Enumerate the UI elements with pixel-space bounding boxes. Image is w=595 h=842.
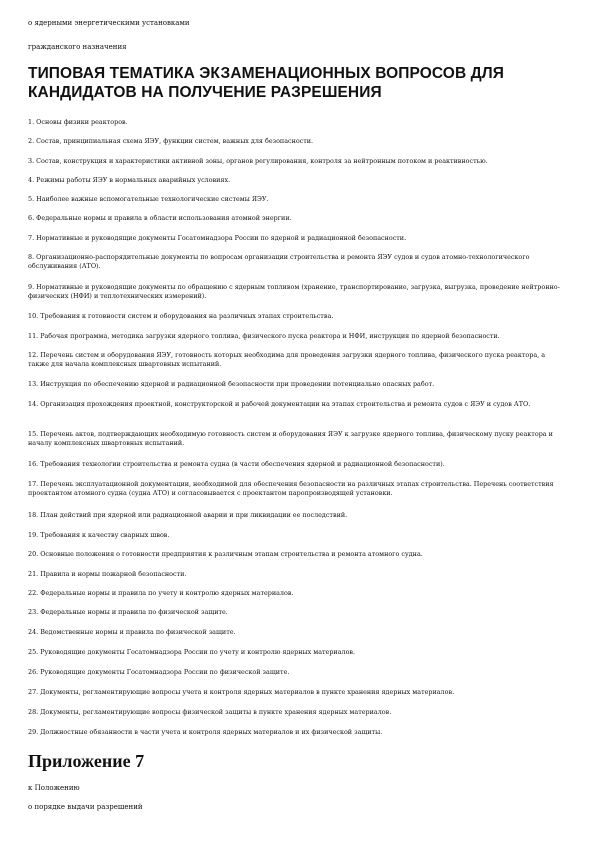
list-item: 10. Требования к готовности систем и оборудования на различных этапах строительства.: [28, 312, 334, 320]
list-item: 27. Документы, регламентирующие вопросы учета и контроля ядерных материалов в пункте хранения ядерных материалов.: [28, 688, 455, 696]
list-item: 15. Перечень актов, подтверждающих необходимую готовность систем и оборудования ЯЭУ к загрузке ядерного топлива, физическому пуску реактора и началу комплексных швартовных испытаний.: [28, 430, 553, 447]
list-item: 25. Руководящие документы Госатомнадзора России по учету и контролю ядерных материалов.: [28, 648, 356, 656]
list-item: 2. Состав, принципиальная схема ЯЭУ, функции систем, важных для безопасности.: [28, 137, 314, 145]
list-item: 16. Требования технологии строительства и ремонта судна (в части обеспечения ядерной и радиационной безопасности).: [28, 460, 445, 468]
list-item: 6. Федеральные нормы и правила в области использования атомной энергии.: [28, 214, 292, 222]
list-item: 7. Нормативные и руководящие документы Госатомнадзора России по ядерной и радиационной безопасности.: [28, 234, 407, 242]
list-item: 29. Должностные обязанности в части учета и контроля ядерных материалов и их физической защиты.: [28, 728, 383, 736]
list-item: 28. Документы, регламентирующие вопросы физической защиты в пункте хранения ядерных материалов.: [28, 708, 392, 716]
list-item: 20. Основные положения о готовности предприятия к различным этапам строительства и ремонта атомного судна.: [28, 550, 423, 558]
list-item: 14. Организация прохождения проектной, конструкторской и рабочей документации на этапах строительства и ремонта судов с ЯЭУ и судов АТО.: [28, 400, 531, 408]
list-item: 23. Федеральные нормы и правила по физической защите.: [28, 608, 228, 616]
list-item: 4. Режимы работы ЯЭУ в нормальных аварийных условиях.: [28, 176, 231, 184]
appendix-line-1: к Положению: [28, 784, 80, 792]
list-item: 17. Перечень эксплуатационной документации, необходимой для обеспечения безопасности на различных этапах строительства. Перечень соответствия проектантом атомного судна (судна АТО) и согласовывается с проектантом паропроизводящей установки.: [28, 480, 554, 497]
list-item: 13. Инструкция по обеспечению ядерной и радиационной безопасности при проведении потенциально опасных работ.: [28, 380, 435, 388]
list-item: 22. Федеральные нормы и правила по учету и контролю ядерных материалов.: [28, 589, 294, 597]
list-item: 12. Перечень систем и оборудования ЯЭУ, готовность которых необходима для проведения загрузки ядерного топлива, физического пуска реактора, а также для начала комплексных швартовных испытаний.: [28, 351, 545, 368]
list-item: 1. Основы физики реакторов.: [28, 118, 128, 126]
list-item: 26. Руководящие документы Госатомнадзора России по физической защите.: [28, 668, 290, 676]
header-line-2: гражданского назначения: [28, 43, 127, 51]
list-item: 21. Правила и нормы пожарной безопасности.: [28, 570, 187, 578]
page-title: ТИПОВАЯ ТЕМАТИКА ЭКЗАМЕНАЦИОННЫХ ВОПРОСОВ ДЛЯ КАНДИДАТОВ НА ПОЛУЧЕНИЕ РАЗРЕШЕНИЯ: [28, 65, 505, 101]
list-item: 24. Ведомственные нормы и правила по физической защите.: [28, 628, 236, 636]
list-item: 11. Рабочая программа, методика загрузки ядерного топлива, физического пуска реактора и НФИ, инструкция по ядерной безопасности.: [28, 332, 500, 340]
appendix-heading: Приложение 7: [28, 751, 145, 771]
appendix-line-2: о порядке выдачи разрешений: [28, 803, 143, 811]
header-line-1: о ядерными энергетическими установками: [28, 19, 190, 27]
list-item: 5. Наиболее важные вспомогательные технологические системы ЯЭУ.: [28, 195, 269, 203]
list-item: 9. Нормативные и руководящие документы по обращению с ядерным топливом (хранение, транспортирование, загрузка, выгрузка, проведение нейтронно-физических (НФИ) и теплотехнических измерений).: [28, 283, 560, 300]
list-item: 3. Состав, конструкция и характеристики активной зоны, органов регулирования, контроля за нейтронным потоком и реактивностью.: [28, 157, 488, 165]
list-item: 8. Организационно-распорядительные документы по вопросам организации строительства и ремонта ЯЭУ судов и судов атомно-технологического обслуживания (АТО).: [28, 253, 530, 270]
list-item: 19. Требования к качеству сварных швов.: [28, 531, 170, 539]
list-item: 18. План действий при ядерной или радиационной аварии и при ликвидации ее последствий.: [28, 511, 348, 519]
